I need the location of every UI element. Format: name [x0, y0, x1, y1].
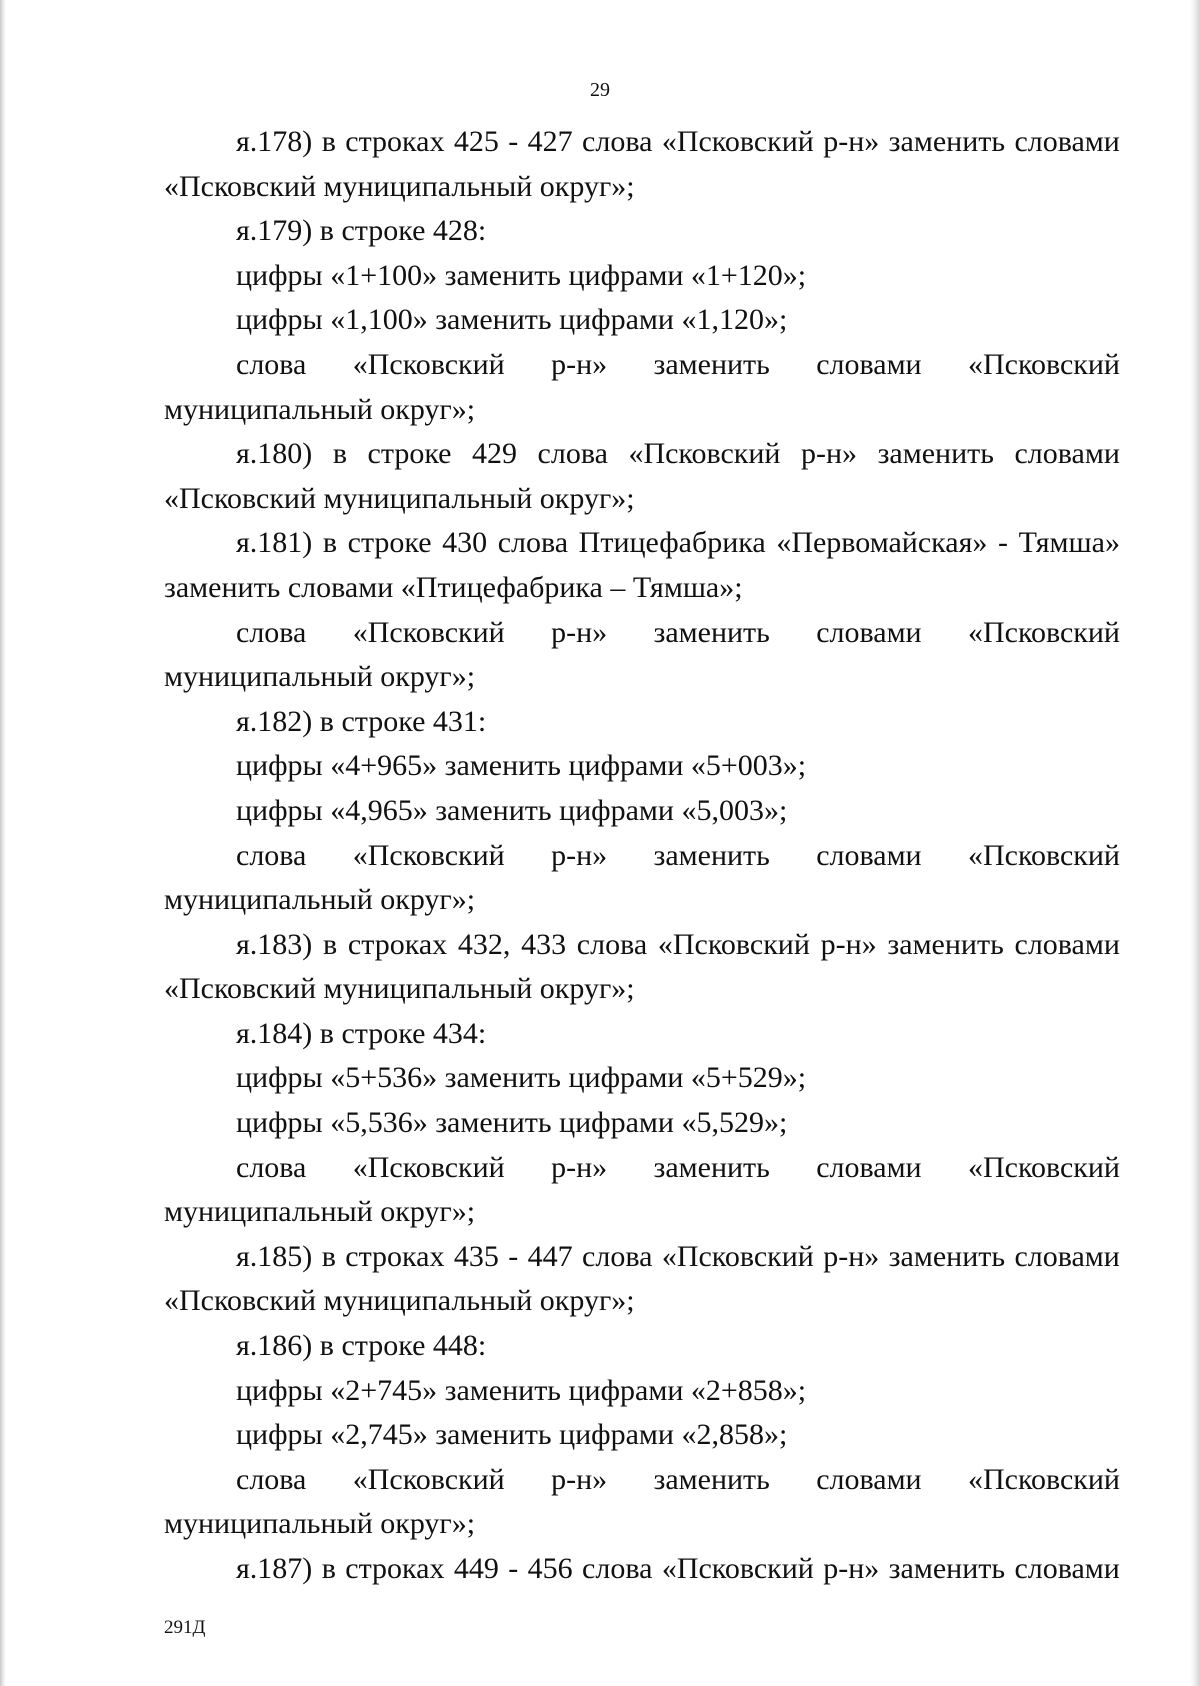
text-word: слова — [537, 437, 608, 471]
text-word: «Псковский — [352, 1462, 505, 1496]
text-word: р-н» — [551, 347, 608, 381]
text-word: - — [508, 1239, 519, 1273]
text-word: строках — [345, 1552, 445, 1585]
text-line: цифры «4+965» заменить цифрами «5+003»; — [236, 749, 807, 783]
text-word: строках — [345, 1239, 445, 1273]
text-word: «Псковский — [967, 1462, 1120, 1496]
text-word: р-н» — [551, 838, 608, 872]
text-word: заменить — [653, 615, 770, 649]
text-word: в — [321, 1239, 336, 1273]
text-word: слова — [582, 125, 653, 158]
text-word: словами — [816, 347, 922, 381]
text-word: Тямша» — [1018, 526, 1120, 560]
text-word: 449 — [453, 1552, 499, 1585]
text-word: р-н» — [551, 1150, 608, 1184]
text-word: «Псковский — [352, 838, 505, 872]
text-word: «Псковский — [967, 347, 1120, 381]
text-word: словами — [816, 1150, 922, 1184]
text-word: 425 — [453, 125, 499, 158]
text-word: - — [508, 125, 519, 158]
text-word: я.187) — [236, 1552, 313, 1585]
text-word: словами — [1014, 125, 1120, 158]
text-word: заменить — [888, 1552, 1006, 1585]
text-line: «Псковский муниципальный округ»; — [164, 169, 635, 203]
text-word: «Псковский — [352, 347, 505, 381]
text-word: я.183) — [236, 927, 313, 961]
text-line: муниципальный округ»; — [164, 883, 476, 917]
text-word: р-н» — [823, 1239, 880, 1273]
text-word: в — [323, 927, 338, 961]
text-line — [164, 1458, 1120, 1503]
text-word: строках — [347, 927, 448, 961]
text-word: 432, — [457, 927, 511, 961]
text-line — [164, 432, 1120, 477]
text-word: 429 — [472, 437, 517, 471]
text-line — [164, 1235, 1120, 1280]
text-word: заменить — [888, 1239, 1006, 1273]
text-word: заменить — [653, 1462, 770, 1496]
text-word: я.180) — [236, 437, 313, 471]
text-line — [164, 923, 1120, 968]
text-word: «Псковский — [661, 125, 814, 158]
text-word: заменить — [877, 437, 994, 471]
text-line — [164, 120, 1120, 165]
document-body — [164, 120, 1120, 1592]
page-number: 29 — [590, 79, 610, 101]
text-line: цифры «5,536» заменить цифрами «5,529»; — [236, 1106, 788, 1140]
text-line: цифры «1,100» заменить цифрами «1,120»; — [236, 303, 788, 337]
text-word: слова — [497, 526, 569, 560]
text-line — [164, 1547, 1120, 1592]
text-line: заменить словами «Птицефабрика – Тямша»; — [164, 570, 743, 604]
text-word: «Первомайская» — [776, 526, 988, 560]
text-word: 435 — [453, 1239, 499, 1273]
text-word: 433 — [521, 927, 567, 961]
text-word: слова — [236, 1462, 307, 1496]
text-word: словами — [1014, 1239, 1120, 1273]
text-word: 427 — [527, 125, 573, 158]
scan-edge-right — [1190, 0, 1200, 1686]
text-word: «Псковский — [628, 437, 781, 471]
scan-edge-left — [0, 0, 6, 1686]
text-word: словами — [1014, 437, 1120, 471]
text-word: в — [321, 1552, 336, 1585]
text-line: муниципальный округ»; — [164, 392, 476, 426]
text-line — [164, 1146, 1120, 1191]
text-word: заменить — [888, 125, 1006, 158]
text-word: - — [508, 1552, 519, 1585]
text-word: 456 — [527, 1552, 573, 1585]
text-word: заменить — [653, 1150, 770, 1184]
text-word: слова — [236, 615, 307, 649]
text-word: «Псковский — [967, 615, 1120, 649]
text-line: муниципальный округ»; — [164, 660, 476, 694]
text-word: слова — [582, 1239, 653, 1273]
document-code: 291Д — [164, 1617, 206, 1638]
text-word: заменить — [887, 927, 1004, 961]
text-word: слова — [576, 927, 648, 961]
text-word: слова — [236, 838, 307, 872]
text-word: заменить — [653, 347, 770, 381]
text-word: словами — [1014, 927, 1120, 961]
text-word: р-н» — [801, 437, 858, 471]
text-line: я.186) в строке 448: — [236, 1329, 487, 1363]
text-word: «Псковский — [352, 1150, 505, 1184]
text-line: я.179) в строке 428: — [236, 214, 487, 248]
text-line — [164, 611, 1120, 656]
text-line: я.182) в строке 431: — [236, 704, 487, 738]
text-line: муниципальный округ»; — [164, 1507, 476, 1541]
text-word: я.178) — [236, 125, 313, 158]
text-word: «Псковский — [661, 1552, 814, 1585]
text-word: «Псковский — [967, 1150, 1120, 1184]
text-word: р-н» — [823, 125, 880, 158]
text-word: Птицефабрика — [578, 526, 766, 560]
text-line: цифры «2,745» заменить цифрами «2,858»; — [236, 1418, 788, 1452]
text-word: слова — [582, 1552, 653, 1585]
text-word: 430 — [442, 526, 488, 560]
text-word: р-н» — [823, 1552, 880, 1585]
text-line: цифры «4,965» заменить цифрами «5,003»; — [236, 793, 788, 827]
text-line: «Псковский муниципальный округ»; — [164, 972, 635, 1006]
text-word: строках — [345, 125, 445, 158]
text-line: муниципальный округ»; — [164, 1195, 476, 1229]
text-word: - — [997, 526, 1008, 560]
text-word: р-н» — [820, 927, 877, 961]
text-word: словами — [816, 1462, 922, 1496]
text-line: цифры «5+536» заменить цифрами «5+529»; — [236, 1061, 807, 1095]
text-word: 447 — [527, 1239, 573, 1273]
text-word: словами — [816, 838, 922, 872]
text-word: словами — [816, 615, 922, 649]
text-line: «Псковский муниципальный округ»; — [164, 481, 635, 515]
text-line: «Псковский муниципальный округ»; — [164, 1284, 635, 1318]
text-word: заменить — [653, 838, 770, 872]
text-word: в — [322, 526, 338, 560]
text-line — [164, 343, 1120, 388]
text-word: я.185) — [236, 1239, 313, 1273]
text-word: строке — [347, 526, 432, 560]
text-line: цифры «1+100» заменить цифрами «1+120»; — [236, 258, 807, 292]
text-word: слова — [236, 347, 307, 381]
text-line — [164, 834, 1120, 879]
text-word: «Псковский — [967, 838, 1120, 872]
text-word: р-н» — [551, 1462, 608, 1496]
text-word: слова — [236, 1150, 307, 1184]
text-word: в — [321, 125, 336, 158]
text-word: «Псковский — [352, 615, 505, 649]
text-word: в — [332, 437, 347, 471]
text-word: «Псковский — [657, 927, 810, 961]
text-word: строке — [367, 437, 452, 471]
text-line — [164, 521, 1120, 566]
text-word: р-н» — [551, 615, 608, 649]
text-line: цифры «2+745» заменить цифрами «2+858»; — [236, 1373, 807, 1407]
text-word: словами — [1014, 1552, 1120, 1585]
text-word: «Псковский — [661, 1239, 814, 1273]
text-word: я.181) — [236, 526, 313, 560]
text-line: я.184) в строке 434: — [236, 1016, 487, 1050]
